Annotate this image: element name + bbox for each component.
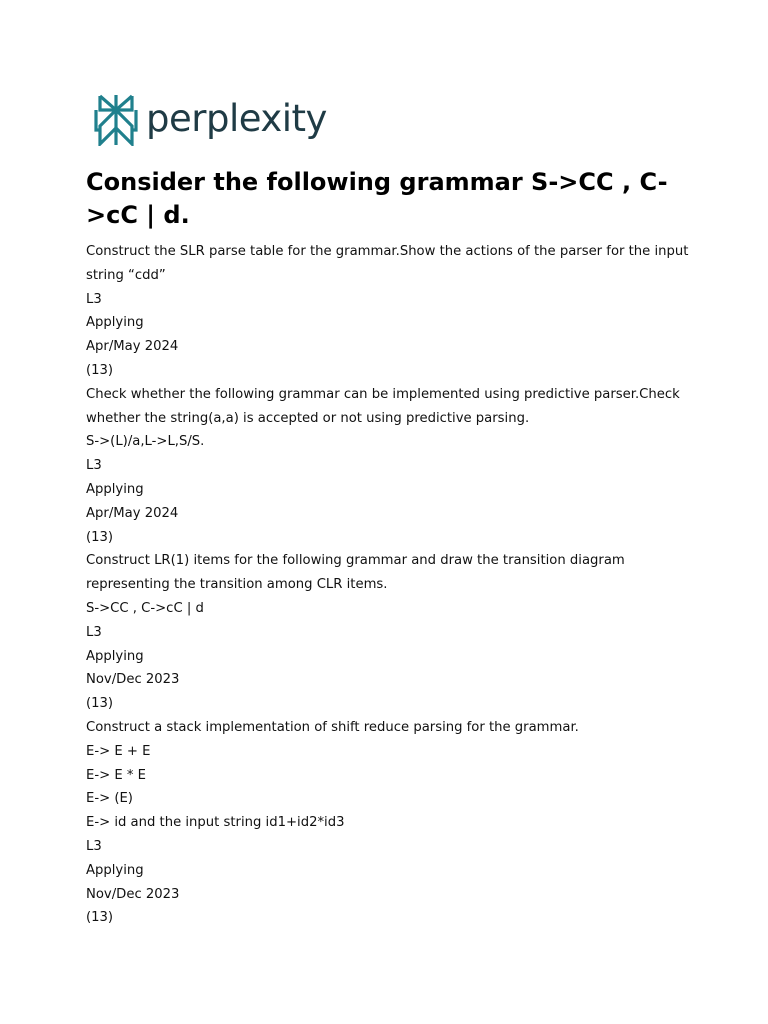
- text-line: Nov/Dec 2023: [86, 672, 180, 688]
- text-line: (13): [86, 910, 114, 926]
- text-line: Apr/May 2024: [86, 505, 179, 521]
- text-line: Applying: [86, 862, 144, 878]
- text-line: E-> id and the input string id1+id2*id3: [86, 815, 345, 831]
- text-line: Construct a stack implementation of shift reduce parsing for the grammar.: [86, 719, 579, 735]
- text-line: (13): [86, 529, 114, 545]
- text-line: E-> E + E: [86, 743, 151, 759]
- text-line: Check whether the following grammar can be implemented using predictive parser.Check whether the string(a,a) is accepted or not using predictive parsing.: [86, 386, 680, 426]
- text-line: Construct the SLR parse table for the grammar.Show the actions of the parser for the input string “cdd”: [86, 244, 689, 283]
- text-line: S->CC , C->cC | d: [86, 600, 204, 616]
- text-line: Construct LR(1) items for the following grammar and draw the transition diagram representing the transition among CLR items.: [86, 553, 625, 593]
- text-line: Apr/May 2024: [86, 339, 179, 355]
- text-line: Applying: [86, 315, 144, 331]
- text-line: Nov/Dec 2023: [86, 886, 180, 902]
- text-line: (13): [86, 362, 114, 378]
- perplexity-wordmark: perplexity: [146, 96, 327, 140]
- document-body: [86, 240, 696, 930]
- text-line: E-> (E): [86, 791, 133, 807]
- text-line: Applying: [86, 481, 144, 497]
- text-line: L3: [86, 291, 102, 307]
- text-line: L3: [86, 624, 102, 640]
- text-line: Applying: [86, 648, 144, 664]
- perplexity-logo-icon: [94, 94, 138, 146]
- page-title: Consider the following grammar S->CC , C->cC | d.: [86, 168, 668, 229]
- perplexity-logo: [94, 94, 327, 146]
- text-line: (13): [86, 696, 114, 712]
- text-line: S->(L)/a,L->L,S/S.: [86, 434, 205, 450]
- text-line: L3: [86, 838, 102, 854]
- text-line: L3: [86, 458, 102, 474]
- text-line: E-> E * E: [86, 767, 146, 783]
